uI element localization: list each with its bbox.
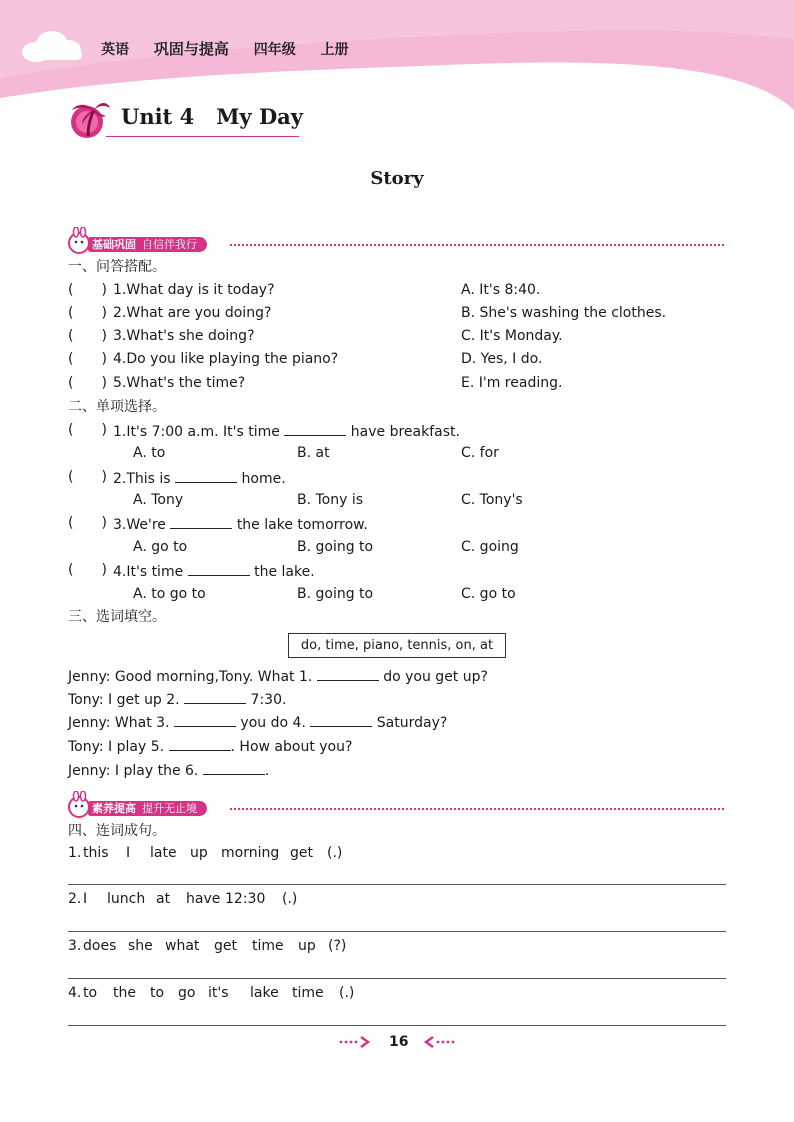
scramble-word: up: [190, 845, 208, 861]
answer-option: E. I'm reading.: [461, 375, 563, 391]
answer-option: C. It's Monday.: [461, 328, 563, 344]
arrow-right-icon: [338, 1036, 374, 1048]
item-number: 4.: [68, 985, 82, 1001]
part1-heading: 一、问答搭配。: [68, 259, 166, 275]
scramble-word: I: [83, 891, 88, 907]
dialogue-text: Saturday?: [376, 715, 448, 731]
choice-option[interactable]: C. go to: [461, 586, 516, 602]
question-number: 3.: [113, 328, 127, 344]
question-text: home.: [241, 471, 286, 487]
choice-option[interactable]: A. to go to: [133, 586, 206, 602]
scramble-word: does: [83, 938, 117, 954]
fill-blank[interactable]: [310, 712, 372, 727]
scramble-word: (?): [328, 938, 347, 954]
dialogue-text: Tony: I play 5.: [68, 739, 165, 755]
question-text: It's time: [126, 564, 184, 580]
answer-option: D. Yes, I do.: [461, 351, 543, 367]
item-number: 3.: [68, 938, 82, 954]
banner-label: [88, 801, 207, 816]
fill-blank[interactable]: [175, 468, 237, 483]
question-number: 2.: [113, 305, 127, 321]
answer-option: B. She's washing the clothes.: [461, 305, 667, 321]
lesson-title: Story: [370, 168, 424, 189]
fill-blank[interactable]: [188, 561, 250, 576]
scramble-word: go: [178, 985, 196, 1001]
dialogue-line: [68, 736, 352, 756]
scramble-word: (.): [282, 891, 298, 907]
question-number: 4.: [113, 351, 127, 367]
choice-option[interactable]: B. going to: [297, 539, 374, 555]
choice-option[interactable]: C. going: [461, 539, 519, 555]
dialogue-text: you do 4.: [240, 715, 306, 731]
question-text: What's the time?: [126, 375, 246, 391]
scramble-word: the: [113, 985, 136, 1001]
dialogue-line: [68, 666, 488, 686]
question-text: This is: [126, 471, 171, 487]
dialogue-text: do you get up?: [383, 669, 488, 685]
header-text: [101, 38, 369, 59]
scramble-word: this: [83, 845, 109, 861]
banner-subtitle: 提升无止境: [142, 802, 197, 815]
scramble-word: lake: [250, 985, 279, 1001]
scramble-word: (.): [327, 845, 343, 861]
fill-blank[interactable]: [203, 760, 265, 775]
answer-line[interactable]: [68, 931, 726, 932]
answer-paren[interactable]: ( ): [68, 351, 107, 367]
answer-option: A. It's 8:40.: [461, 282, 541, 298]
choice-option[interactable]: C. Tony's: [461, 492, 523, 508]
unit-name: My Day: [216, 104, 303, 129]
fill-blank[interactable]: [170, 514, 232, 529]
fill-blank[interactable]: [169, 736, 231, 751]
scramble-word: morning: [221, 845, 280, 861]
question-number: 5.: [113, 375, 127, 391]
answer-paren[interactable]: ( ): [68, 305, 107, 321]
scramble-word: what: [165, 938, 200, 954]
choice-option[interactable]: A. Tony: [133, 492, 184, 508]
scramble-word: it's: [208, 985, 229, 1001]
dialogue-text: .: [264, 763, 270, 779]
choice-option[interactable]: C. for: [461, 445, 499, 461]
question-text: have breakfast.: [350, 424, 460, 440]
scramble-word: late: [150, 845, 177, 861]
answer-paren[interactable]: ( ): [68, 328, 107, 344]
dialogue-text: Jenny: What 3.: [68, 715, 170, 731]
banner-title: 素养提高: [92, 802, 136, 815]
answer-paren[interactable]: ( ): [68, 562, 107, 578]
scramble-word: time: [292, 985, 324, 1001]
scramble-word: have: [186, 891, 221, 907]
item-number: 2.: [68, 891, 82, 907]
scramble-word: I: [126, 845, 131, 861]
answer-paren[interactable]: ( ): [68, 469, 107, 485]
header-volume: 上册: [320, 42, 349, 58]
arrow-left-icon: [420, 1036, 456, 1048]
answer-line[interactable]: [68, 1025, 726, 1026]
scramble-word: time: [252, 938, 284, 954]
dialogue-line: [68, 760, 269, 780]
page-number: 16: [389, 1034, 409, 1050]
scramble-word: get: [214, 938, 237, 954]
scramble-word: up: [298, 938, 316, 954]
question-text: What day is it today?: [126, 282, 275, 298]
question-text: Do you like playing the piano?: [126, 351, 339, 367]
fill-blank[interactable]: [317, 666, 379, 681]
scramble-word: to: [83, 985, 98, 1001]
dialogue-text: Jenny: I play the 6.: [68, 763, 199, 779]
answer-paren[interactable]: ( ): [68, 282, 107, 298]
unit-underline: [106, 136, 299, 137]
dialogue-text: Tony: I get up 2.: [68, 692, 180, 708]
question-number: 3.: [113, 517, 127, 533]
fill-blank[interactable]: [184, 689, 246, 704]
scramble-word: lunch: [107, 891, 146, 907]
banner-label: [88, 237, 207, 252]
choice-option[interactable]: B. at: [297, 445, 330, 461]
part3-heading: 三、选词填空。: [68, 609, 166, 625]
scramble-word: get: [290, 845, 313, 861]
scramble-word: to: [150, 985, 165, 1001]
dialogue-line: [68, 712, 447, 732]
banner-dotted-line: [230, 244, 724, 246]
part2-heading: 二、单项选择。: [68, 399, 166, 415]
dialogue-text: . How about you?: [230, 739, 353, 755]
question-text: What are you doing?: [126, 305, 272, 321]
part4-heading: 四、连词成句。: [68, 823, 166, 839]
item-number: 1.: [68, 845, 82, 861]
dialogue-line: [68, 689, 286, 709]
scramble-word: (.): [339, 985, 355, 1001]
scramble-word: she: [128, 938, 153, 954]
dialogue-text: Jenny: Good morning,Tony. What 1.: [68, 669, 313, 685]
banner-dotted-line: [230, 808, 724, 810]
fill-blank[interactable]: [284, 421, 346, 436]
banner-subtitle: 自信伴我行: [142, 238, 197, 251]
question-number: 1.: [113, 282, 127, 298]
word-bank: do, time, piano, tennis, on, at: [288, 633, 506, 658]
answer-paren[interactable]: ( ): [68, 515, 107, 531]
banner-title: 基础巩固: [92, 238, 136, 251]
choice-option[interactable]: B. Tony is: [297, 492, 364, 508]
question-number: 4.: [113, 564, 127, 580]
question-text: What's she doing?: [126, 328, 255, 344]
answer-line[interactable]: [68, 884, 726, 885]
answer-paren[interactable]: ( ): [68, 422, 107, 438]
question-number: 1.: [113, 424, 127, 440]
palm-tree-icon: [66, 96, 112, 140]
header-subject: 英语: [101, 42, 129, 58]
unit-label: Unit 4: [121, 104, 195, 129]
unit-title: [121, 104, 303, 129]
answer-line[interactable]: [68, 978, 726, 979]
header-grade: 四年级: [253, 42, 296, 58]
choice-option[interactable]: B. going to: [297, 586, 374, 602]
question-number: 2.: [113, 471, 127, 487]
question-text: the lake tomorrow.: [236, 517, 368, 533]
answer-paren[interactable]: ( ): [68, 375, 107, 391]
scramble-word: 12:30: [225, 891, 266, 907]
dialogue-text: 7:30.: [250, 692, 287, 708]
question-text: It's 7:00 a.m. It's time: [126, 424, 280, 440]
question-text: We're: [126, 517, 166, 533]
choice-option[interactable]: A. to: [133, 445, 166, 461]
scramble-word: at: [156, 891, 171, 907]
question-text: the lake.: [254, 564, 315, 580]
fill-blank[interactable]: [174, 712, 236, 727]
header-series: 巩固与提高: [153, 40, 229, 58]
choice-option[interactable]: A. go to: [133, 539, 188, 555]
